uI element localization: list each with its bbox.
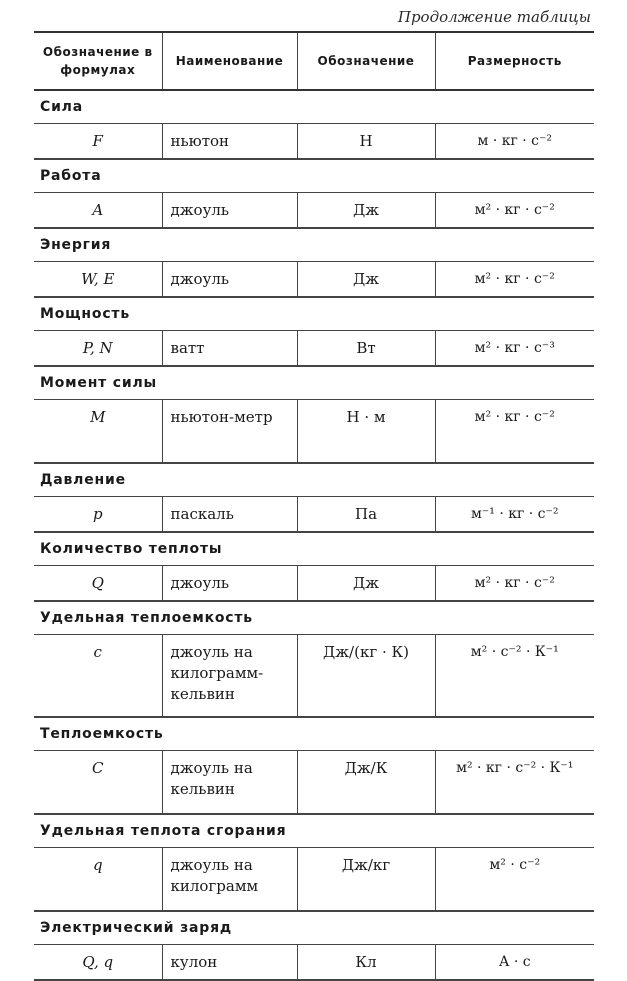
- unit-abbr: Н: [297, 124, 435, 160]
- quantity-name: Момент силы: [34, 366, 594, 400]
- table-row: [34, 331, 594, 367]
- header-dimension: Размерность: [435, 32, 594, 90]
- table-caption: Продолжение таблицы: [397, 8, 591, 26]
- table-row: [34, 262, 594, 298]
- quantity-name: Количество теплоты: [34, 532, 594, 566]
- unit-abbr: Дж/кг: [297, 848, 435, 912]
- unit-name: джоуль: [162, 262, 297, 298]
- section-row: [34, 601, 594, 635]
- unit-name: джоуль на килограмм: [162, 848, 297, 912]
- header-row: [34, 32, 594, 90]
- header-name: Наименование: [162, 32, 297, 90]
- unit-dimension: м² · с⁻²: [435, 848, 594, 912]
- section-row: [34, 90, 594, 124]
- unit-name: джоуль: [162, 566, 297, 602]
- formula-symbol: p: [34, 497, 162, 533]
- section-row: [34, 366, 594, 400]
- quantity-name: Удельная теплота сгорания: [34, 814, 594, 848]
- formula-symbol: q: [34, 848, 162, 912]
- unit-abbr: Дж: [297, 193, 435, 229]
- quantity-name: Сила: [34, 90, 594, 124]
- formula-symbol: M: [34, 400, 162, 464]
- quantity-name: Удельная теплоемкость: [34, 601, 594, 635]
- formula-symbol: C: [34, 751, 162, 815]
- unit-name: джоуль на кельвин: [162, 751, 297, 815]
- quantity-name: Теплоемкость: [34, 717, 594, 751]
- section-row: [34, 159, 594, 193]
- table-row: [34, 635, 594, 718]
- unit-abbr: Дж: [297, 566, 435, 602]
- table-row: [34, 400, 594, 464]
- section-row: [34, 228, 594, 262]
- unit-abbr: Дж/(кг · К): [297, 635, 435, 718]
- formula-symbol: F: [34, 124, 162, 160]
- unit-name: джоуль на килограмм-кельвин: [162, 635, 297, 718]
- section-row: [34, 911, 594, 945]
- unit-abbr: Н · м: [297, 400, 435, 464]
- header-formula: Обозначение в формулах: [34, 32, 162, 90]
- table-row: [34, 751, 594, 815]
- unit-abbr: Дж/К: [297, 751, 435, 815]
- unit-dimension: м² · кг · с⁻²: [435, 262, 594, 298]
- quantity-name: Работа: [34, 159, 594, 193]
- unit-dimension: м · кг · с⁻²: [435, 124, 594, 160]
- formula-symbol: P, N: [34, 331, 162, 367]
- table-row: [34, 945, 594, 981]
- unit-dimension: м² · кг · с⁻²: [435, 566, 594, 602]
- unit-abbr: Вт: [297, 331, 435, 367]
- unit-dimension: А · с: [435, 945, 594, 981]
- section-row: [34, 717, 594, 751]
- unit-abbr: Па: [297, 497, 435, 533]
- unit-dimension: м² · кг · с⁻²: [435, 193, 594, 229]
- quantity-name: Давление: [34, 463, 594, 497]
- unit-abbr: Кл: [297, 945, 435, 981]
- unit-dimension: м² · кг · с⁻² · К⁻¹: [435, 751, 594, 815]
- formula-symbol: c: [34, 635, 162, 718]
- header-symbol: Обозначение: [297, 32, 435, 90]
- unit-name: ньютон: [162, 124, 297, 160]
- section-row: [34, 463, 594, 497]
- unit-name: кулон: [162, 945, 297, 981]
- quantity-name: Электрический заряд: [34, 911, 594, 945]
- formula-symbol: Q, q: [34, 945, 162, 981]
- unit-name: ватт: [162, 331, 297, 367]
- table-row: [34, 566, 594, 602]
- formula-symbol: W, E: [34, 262, 162, 298]
- unit-abbr: Дж: [297, 262, 435, 298]
- table-row: [34, 193, 594, 229]
- table-row: [34, 124, 594, 160]
- unit-dimension: м² · с⁻² · К⁻¹: [435, 635, 594, 718]
- unit-name: паскаль: [162, 497, 297, 533]
- table-row: [34, 848, 594, 912]
- unit-name: джоуль: [162, 193, 297, 229]
- unit-name: ньютон-метр: [162, 400, 297, 464]
- unit-dimension: м² · кг · с⁻³: [435, 331, 594, 367]
- quantity-name: Энергия: [34, 228, 594, 262]
- quantity-name: Мощность: [34, 297, 594, 331]
- section-row: [34, 814, 594, 848]
- table-row: [34, 497, 594, 533]
- formula-symbol: Q: [34, 566, 162, 602]
- section-row: [34, 297, 594, 331]
- unit-dimension: м⁻¹ · кг · с⁻²: [435, 497, 594, 533]
- formula-symbol: A: [34, 193, 162, 229]
- section-row: [34, 532, 594, 566]
- units-table: [34, 31, 594, 981]
- unit-dimension: м² · кг · с⁻²: [435, 400, 594, 464]
